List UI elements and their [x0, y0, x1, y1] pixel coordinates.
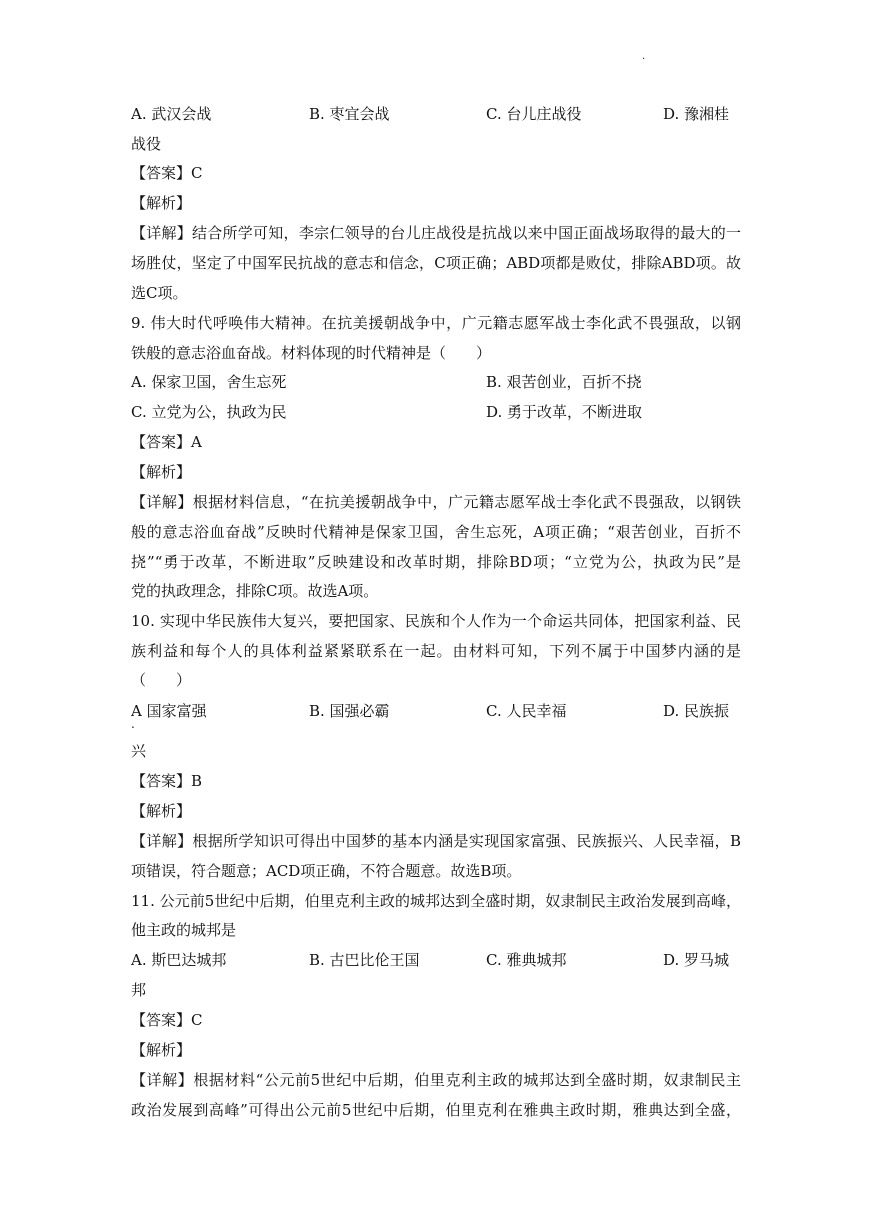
q8-detail-line: 场胜仗，坚定了中国军民抗战的意志和信念，C项正确；ABD项都是败仗，排除ABD项。故 [131, 254, 741, 272]
q11-detail-line: 政治发展到高峰”可得出公元前5世纪中后期，伯里克利在雅典主政时期，雅典达到全盛， [131, 1101, 741, 1119]
q10-stem-line: 族利益和每个人的具体利益紧紧联系在一起。由材料可知，下列不属于中国梦内涵的是 [131, 642, 741, 660]
q11-options-row [131, 945, 741, 975]
q8-option-c[interactable]: C. 台儿庄战役 [486, 105, 582, 123]
q11-option-d[interactable]: D. 罗马城 [663, 951, 730, 969]
q9-detail-line: 【详解】根据材料信息，“在抗美援朝战争中，广元籍志愿军战士李化武不畏强敌，以钢铁 [131, 493, 741, 511]
q9-options-row [131, 397, 741, 427]
q8-detail-line: 【详解】结合所学可知，李宗仁领导的台儿庄战役是抗战以来中国正面战场取得的最大的一 [131, 224, 741, 242]
q10-option-b[interactable]: B. 国强必霸 [309, 702, 390, 720]
q10-stem-line: 10. 实现中华民族伟大复兴，要把国家、民族和个人作为一个命运共同体，把国家利益、民 [131, 612, 741, 630]
q8-analysis-label: 【解析】 [131, 194, 192, 212]
q8-options-row [131, 99, 741, 129]
q8-option-b[interactable]: B. 枣宜会战 [309, 105, 390, 123]
q11-option-c[interactable]: C. 雅典城邦 [486, 951, 567, 969]
q9-detail-line: 党的执政理念，排除C项。故选A项。 [131, 582, 379, 600]
q11-option-b[interactable]: B. 古巴比伦王国 [309, 951, 420, 969]
q11-detail-line: 【详解】根据材料“公元前5世纪中后期，伯里克利主政的城邦达到全盛时期，奴隶制民主 [131, 1071, 741, 1089]
q10-analysis-label: 【解析】 [131, 802, 192, 820]
q10-option-a[interactable]: A 国家富强 [131, 702, 207, 720]
q9-option-b[interactable]: B. 艰苦创业，百折不挠 [486, 373, 642, 391]
q8-option-d-wrap: 战役 [131, 135, 162, 153]
q10-answer: 【答案】B [131, 772, 203, 790]
q10-option-a-dot: . [131, 717, 135, 731]
q10-stem-line: （ ） [131, 671, 192, 689]
q9-analysis-label: 【解析】 [131, 463, 192, 481]
q10-options-row [131, 696, 741, 726]
q10-detail-line: 【详解】根据所学知识可得出中国梦的基本内涵是实现国家富强、民族振兴、人民幸福，B [131, 832, 741, 850]
q11-stem-line: 11. 公元前5世纪中后期，伯里克利主政的城邦达到全盛时期，奴隶制民主政治发展到高峰， [131, 892, 741, 910]
q9-option-a[interactable]: A. 保家卫国，舍生忘死 [131, 373, 287, 391]
q9-answer: 【答案】A [131, 433, 202, 451]
q11-stem-line: 他主政的城邦是 [131, 921, 237, 939]
q10-option-d-wrap: 兴 [131, 742, 147, 760]
q11-option-d-wrap: 邦 [131, 981, 147, 999]
q9-detail-line: 挠”“勇于改革，不断进取”反映建设和改革时期，排除BD项；“立党为公，执政为民”是 [131, 553, 741, 571]
q10-option-c[interactable]: C. 人民幸福 [486, 702, 567, 720]
q9-detail-line: 般的意志浴血奋战”反映时代精神是保家卫国，舍生忘死，A项正确；“艰苦创业，百折不 [131, 523, 741, 541]
q8-option-a[interactable]: A. 武汉会战 [131, 105, 212, 123]
q8-answer: 【答案】C [131, 164, 203, 182]
q9-stem-line: 9. 伟大时代呼唤伟大精神。在抗美援朝战争中，广元籍志愿军战士李化武不畏强敌，以钢 [131, 314, 741, 332]
q10-detail-line: 项错误，符合题意；ACD项正确，不符合题意。故选B项。 [131, 862, 522, 880]
q11-answer: 【答案】C [131, 1011, 203, 1029]
q11-option-a[interactable]: A. 斯巴达城邦 [131, 951, 227, 969]
q9-options-row [131, 367, 741, 397]
q9-option-c[interactable]: C. 立党为公，执政为民 [131, 403, 287, 421]
q8-option-d[interactable]: D. 豫湘桂 [663, 105, 730, 123]
q10-option-d[interactable]: D. 民族振 [663, 702, 730, 720]
q11-analysis-label: 【解析】 [131, 1041, 192, 1059]
q9-stem-line: 铁般的意志浴血奋战。材料体现的时代精神是（ ） [131, 344, 492, 362]
q9-option-d[interactable]: D. 勇于改革，不断进取 [486, 403, 643, 421]
header-mark: . [642, 51, 646, 62]
q8-detail-line: 选C项。 [131, 284, 188, 302]
